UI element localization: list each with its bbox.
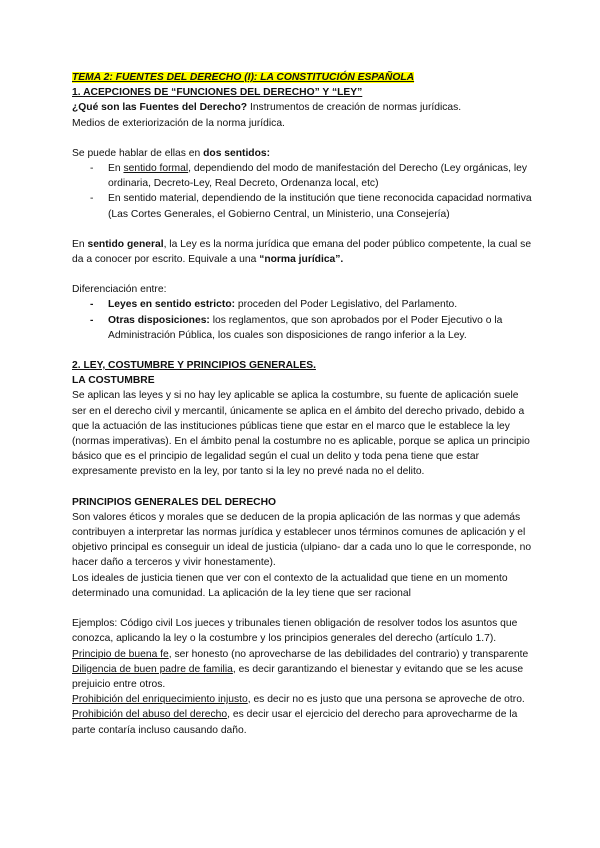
principios-paragraph-2: Los ideales de justicia tienen que ver con el contexto de la actualidad que tiene en un momento determinado una comunidad. La aplicación de la ley tiene que ser racional bbox=[72, 572, 508, 599]
definition-line2: Medios de exteriorización de la norma jurídica. bbox=[72, 117, 285, 129]
document-title: TEMA 2: FUENTES DEL DERECHO (I): LA CONSTITUCIÓN ESPAÑOLA bbox=[72, 72, 415, 83]
document-body bbox=[72, 70, 534, 738]
section2-heading: 2. LEY, COSTUMBRE Y PRINCIPIOS GENERALES. bbox=[72, 360, 316, 372]
costumbre-paragraph: Se aplican las leyes y si no hay ley aplicable se aplica la costumbre, su fuente de aplicación suele ser en el derecho civil y mercantil, únicamente se aplica en el ámbito del derecho privado, debido a que la actuación de las instituciones públicas tiene que estar en el marco que le establece la ley (normas imperativas). En el ámbito penal la costumbre no es aplicable, porque se aplica un principio básico que es el principio de legalidad según el cual un delito y toda pena tiene que estar expresamente previsto en la ley, por tanto si la ley no prevé nada no el delito. bbox=[72, 390, 530, 478]
general-sense-paragraph: En sentido general, la Ley es la norma jurídica que emana del poder público competente, la cual se da a conocer por escrito. Equivale a una “norma jurídica”. bbox=[72, 238, 532, 266]
section1-heading: 1. ACEPCIONES DE “FUNCIONES DEL DERECHO” Y “LEY” bbox=[72, 87, 363, 99]
list-item: - En sentido material, dependiendo de la institución que tiene reconocida capacidad normativa (Las Cortes Generales, el Gobierno Central, un Ministerio, una Consejería) bbox=[72, 191, 534, 221]
definition-paragraph: ¿Qué son las Fuentes del Derecho? Instrumentos de creación de normas jurídicas. bbox=[72, 102, 462, 114]
senses-list bbox=[72, 161, 534, 222]
diligencia-paragraph: Diligencia de buen padre de familia, es decir garantizando el bienestar y evitando que se les acuse prejuicio entre otros. bbox=[72, 663, 524, 690]
ejemplos-paragraph: Ejemplos: Código civil Los jueces y tribunales tienen obligación de resolver todos los asuntos que conozca, aplicando la ley o la costumbre y los principios generales del derecho (artículo 1.7). Principio de buena fe, ser honesto (no aprovecharse de las debilidades del contrario) y transparente bbox=[72, 618, 529, 660]
principios-paragraph-1: Son valores éticos y morales que se deducen de la propia aplicación de las normas y que además contribuyen a interpretar las normas jurídica y establecer unos términos comunes de aplicación y el objetivo principal es conseguir un ideal de justicia (ulpiano- dar a cada uno lo que le corresponde, no hacer daño a terceros y vivir honestamente). bbox=[72, 511, 532, 569]
list-item: - Leyes en sentido estricto: proceden del Poder Legislativo, del Parlamento. bbox=[72, 297, 534, 312]
list-item: - Otras disposiciones: los reglamentos, que son aprobados por el Poder Ejecutivo o la Administración Pública, los cuales son disposiciones de rango inferior a la Ley. bbox=[72, 313, 534, 343]
enriquecimiento-paragraph: Prohibición del enriquecimiento injusto, es decir no es justo que una persona se aproveche de otro. bbox=[72, 694, 525, 706]
differentiation-list bbox=[72, 297, 534, 343]
abuso-paragraph: Prohibición del abuso del derecho, es decir usar el ejercicio del derecho para aprovecharme de la parte contaría incluso causando daño. bbox=[72, 709, 518, 736]
principios-heading: PRINCIPIOS GENERALES DEL DERECHO bbox=[72, 496, 277, 508]
costumbre-heading: LA COSTUMBRE bbox=[72, 375, 155, 387]
differentiation-intro: Diferenciación entre: bbox=[72, 284, 167, 296]
list-item: - En sentido formal, dependiendo del modo de manifestación del Derecho (Ley orgánicas, ley ordinaria, Decreto-Ley, Real Decreto, Ordenanza local, etc) bbox=[72, 161, 534, 191]
senses-intro: Se puede hablar de ellas en dos sentidos: bbox=[72, 147, 271, 159]
